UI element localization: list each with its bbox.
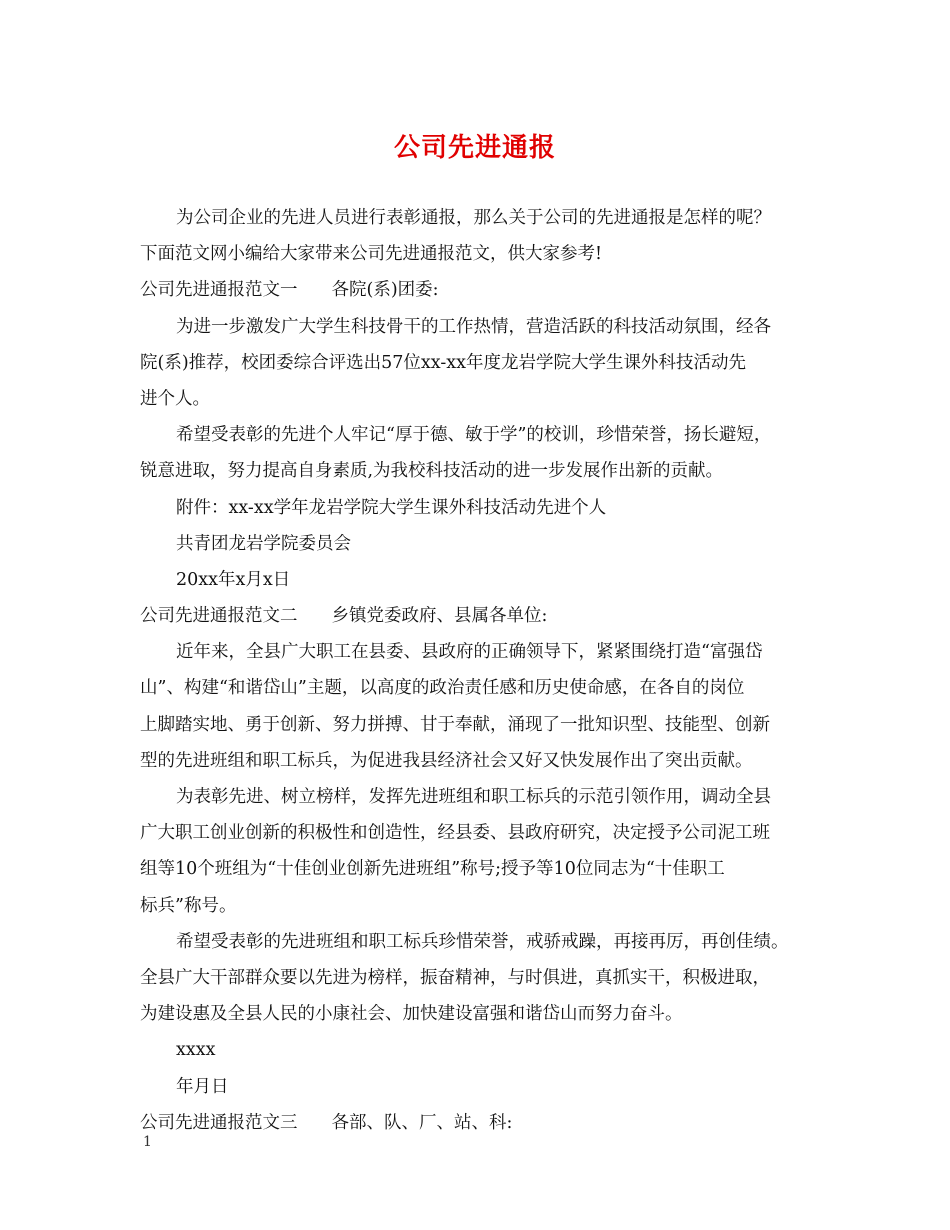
paragraph-line: 希望受表彰的先进班组和职工标兵珍惜荣誉，戒骄戒躁，再接再厉，再创佳绩。 xyxy=(176,931,789,952)
sample-heading xyxy=(140,272,830,308)
paragraph-line: 广大职工创业创新的积极性和创造性，经县委、县政府研究，决定授予公司泥工班 xyxy=(140,823,770,844)
paragraph-line: 型的先进班组和职工标兵，为促进我县经济社会又好又快发展作出了突出贡献。 xyxy=(140,750,753,771)
sample-recipient: 乡镇党委政府、县属各单位: xyxy=(331,606,548,627)
paragraph-line: 近年来，全县广大职工在县委、县政府的正确领导下，紧紧围绕打造“富强岱 xyxy=(176,642,763,663)
intro-line: 为公司企业的先进人员进行表彰通报，那么关于公司的先进通报是怎样的呢？ xyxy=(176,208,771,228)
paragraph-line: 进个人。 xyxy=(140,388,210,409)
sample-recipient: 各院(系)团委: xyxy=(331,280,439,301)
date-line: 20xx年x月x日 xyxy=(176,569,291,590)
page-number: 1 xyxy=(143,1134,152,1150)
sample-heading xyxy=(140,1105,830,1141)
paragraph-line: 为进一步激发广大学生科技骨干的工作热情，营造活跃的科技活动氛围，经各 xyxy=(176,316,771,337)
paragraph-line: 院(系)推荐，校团委综合评选出57位xx-xx年度龙岩学院大学生课外科技活动先 xyxy=(140,352,747,373)
sample-label: 公司先进通报范文一 xyxy=(140,280,298,301)
intro-line: 下面范文网小编给大家带来公司先进通报范文，供大家参考! xyxy=(140,244,603,265)
sample-label: 公司先进通报范文三 xyxy=(140,1112,298,1133)
signer-line: 共青团龙岩学院委员会 xyxy=(176,533,351,554)
signer-line: xxxx xyxy=(176,1040,216,1061)
sample-label: 公司先进通报范文二 xyxy=(140,606,298,627)
sample-recipient: 各部、队、厂、站、科: xyxy=(331,1112,513,1133)
paragraph-line: 全县广大干部群众要以先进为榜样，振奋精神，与时俱进，真抓实干，积极进取， xyxy=(140,967,770,988)
paragraph-line: 组等10个班组为“十佳创业创新先进班组”称号;授予等10位同志为“十佳职工 xyxy=(140,859,725,880)
attachment-line: 附件：xx-xx学年龙岩学院大学生课外科技活动先进个人 xyxy=(176,497,607,518)
paragraph-line: 山”、构建“和谐岱山”主题，以高度的政治责任感和历史使命感，在各自的岗位 xyxy=(140,678,745,699)
paragraph-line: 希望受表彰的先进个人牢记“厚于德、敏于学”的校训，珍惜荣誉，扬长避短， xyxy=(176,425,772,446)
paragraph-line: 标兵”称号。 xyxy=(140,895,237,916)
date-line: 年月日 xyxy=(176,1076,229,1097)
paragraph-line: 为建设惠及全县人民的小康社会、加快建设富强和谐岱山而努力奋斗。 xyxy=(140,1004,683,1025)
paragraph-line: 上脚踏实地、勇于创新、努力拼搏、甘于奉献，涌现了一批知识型、技能型、创新 xyxy=(140,714,770,735)
document-title: 公司先进通报 xyxy=(393,133,556,163)
document-body xyxy=(140,200,830,1141)
sample-heading xyxy=(140,598,830,634)
paragraph-line: 锐意进取，努力提高自身素质,为我校科技活动的进一步发展作出新的贡献。 xyxy=(140,461,724,482)
paragraph-line: 为表彰先进、树立榜样，发挥先进班组和职工标兵的示范引领作用，调动全县 xyxy=(176,787,771,807)
